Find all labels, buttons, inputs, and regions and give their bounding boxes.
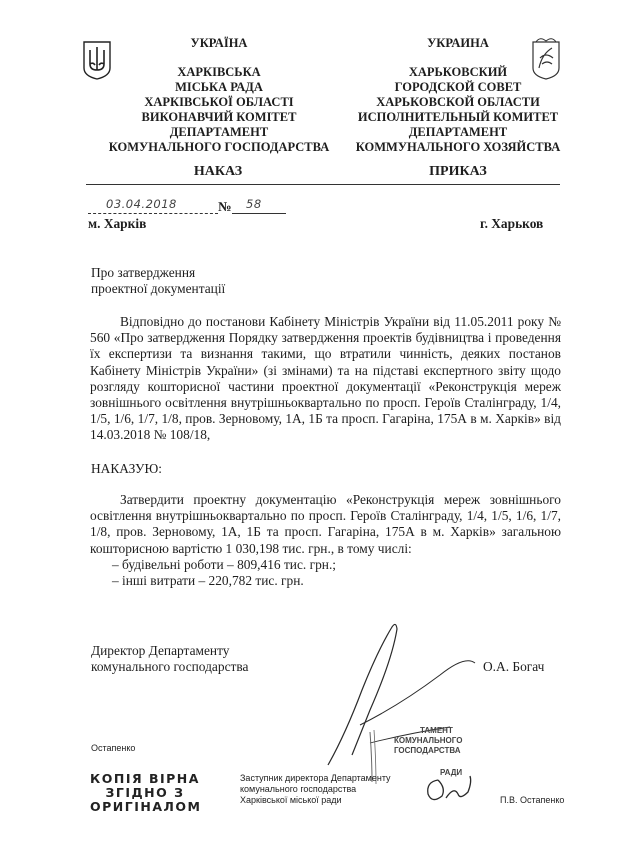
header-left	[104, 36, 334, 155]
deputy-name: П.В. Остапенко	[500, 795, 565, 805]
copy-certified-stamp	[90, 772, 200, 814]
header-right-line: ХАРЬКОВСКИЙ	[408, 65, 508, 79]
seal-line: ГОСПОДАРСТВА	[394, 746, 461, 755]
header-left-line: ВИКОНАВЧИЙ КОМІТЕТ	[141, 110, 297, 124]
decision	[90, 492, 561, 557]
number-underline	[232, 213, 286, 214]
preamble	[90, 314, 561, 444]
order-date: 03.04.2018	[106, 197, 177, 211]
header-left-line: ДЕПАРТАМЕНТ	[169, 125, 269, 139]
header-right	[343, 36, 573, 155]
signatory-name: О.А. Богач	[483, 659, 545, 674]
header-left-line: КОМУНАЛЬНОГО ГОСПОДАРСТВА	[108, 140, 330, 154]
seal-text	[394, 736, 462, 756]
header-left-line: ХАРКІВСЬКА	[177, 65, 261, 79]
header-right-line: ИСПОЛНИТЕЛЬНЫЙ КОМИТЕТ	[357, 110, 559, 124]
copy-stamp-line: ЗГІДНО З	[105, 785, 185, 800]
seal-line: ТАМЕНТ	[420, 726, 453, 735]
position-line: комунального господарства	[91, 659, 249, 675]
header-right-line: ДЕПАРТАМЕНТ	[408, 125, 508, 139]
order-word: НАКАЗУЮ:	[91, 461, 162, 476]
header-left-country: УКРАЇНА	[190, 36, 248, 50]
seal-text	[420, 726, 453, 736]
header-divider	[86, 184, 560, 185]
cost-items	[112, 557, 336, 589]
header-right-line: ГОРОДСКОЙ СОВЕТ	[394, 80, 522, 94]
decision-text: Затвердити проектну документацію «Реконструкція мереж зовнішнього освітлення внутрішньоквартально по просп. Героїв Сталінграду, 1/4, 1/5, 1/6, 1/7, 1/8, пров. Зерновому, 1А, 1Б та просп. Гагаріна, 175А в м. Харків» загальною кошторисною вартістю 1 030,198 тис. грн., в тому числі:	[90, 492, 561, 556]
doc-type-right: ПРИКАЗ	[429, 164, 487, 179]
deputy-line: комунального господарства	[240, 784, 357, 794]
city-left: м. Харків	[88, 216, 147, 231]
deputy-position	[240, 773, 391, 806]
deputy-signature	[424, 772, 480, 806]
subject-line: проектної документації	[91, 281, 226, 297]
order-number: 58	[246, 197, 262, 211]
order-number-label: №	[218, 199, 232, 214]
copy-stamp-line: КОПІЯ ВІРНА	[90, 771, 200, 786]
header-right-country: УКРАИНА	[427, 36, 489, 50]
signatory-position	[91, 643, 248, 675]
header-left-line: ХАРКІВСЬКОЇ ОБЛАСТІ	[144, 95, 294, 109]
cost-item: – будівельні роботи – 809,416 тис. грн.;	[112, 557, 337, 572]
seal-line: КОМУНАЛЬНОГО	[394, 736, 463, 745]
doc-type-left: НАКАЗ	[193, 164, 243, 179]
header-right-line: ХАРЬКОВСКОЙ ОБЛАСТИ	[376, 95, 540, 109]
header-right-line: КОММУНАЛЬНОГО ХОЗЯЙСТВА	[355, 140, 561, 154]
subject	[91, 265, 225, 297]
deputy-line: Заступник директора Департаменту	[240, 773, 391, 783]
cost-item: – інші витрати – 220,782 тис. грн.	[112, 573, 304, 589]
seal-line: РАДИ	[440, 768, 463, 777]
deputy-line: Харківської міської ради	[240, 795, 342, 805]
city-right: г. Харьков	[480, 216, 544, 231]
date-underline	[88, 213, 218, 214]
header-left-line: МІСЬКА РАДА	[175, 80, 263, 94]
copy-stamp-line: ОРИГІНАЛОМ	[90, 799, 202, 814]
preamble-text: Відповідно до постанови Кабінету Міністрів України від 11.05.2011 року № 560 «Про затвердження Порядку затвердження проектів будівництва і проведення їх експертизи та визнання такими, що втратили чинність, деяких постанов Кабінету Міністрів України» (зі змінами) та на підставі експертного звіту щодо розгляду кошторисної частини проектної документації «Реконструкція мереж зовнішнього освітлення внутрішньоквартально по просп. Героїв Сталінграду, 1/4, 1/5, 1/6, 1/7, 1/8, пров. Зерновому, 1А, 1Б та просп. Гагаріна, 175А в м. Харків» від 14.03.2018 № 108/18,	[90, 314, 561, 443]
executor-name: Остапенко	[91, 743, 136, 753]
position-line: Директор Департаменту	[91, 643, 230, 658]
subject-line: Про затвердження	[91, 265, 196, 280]
